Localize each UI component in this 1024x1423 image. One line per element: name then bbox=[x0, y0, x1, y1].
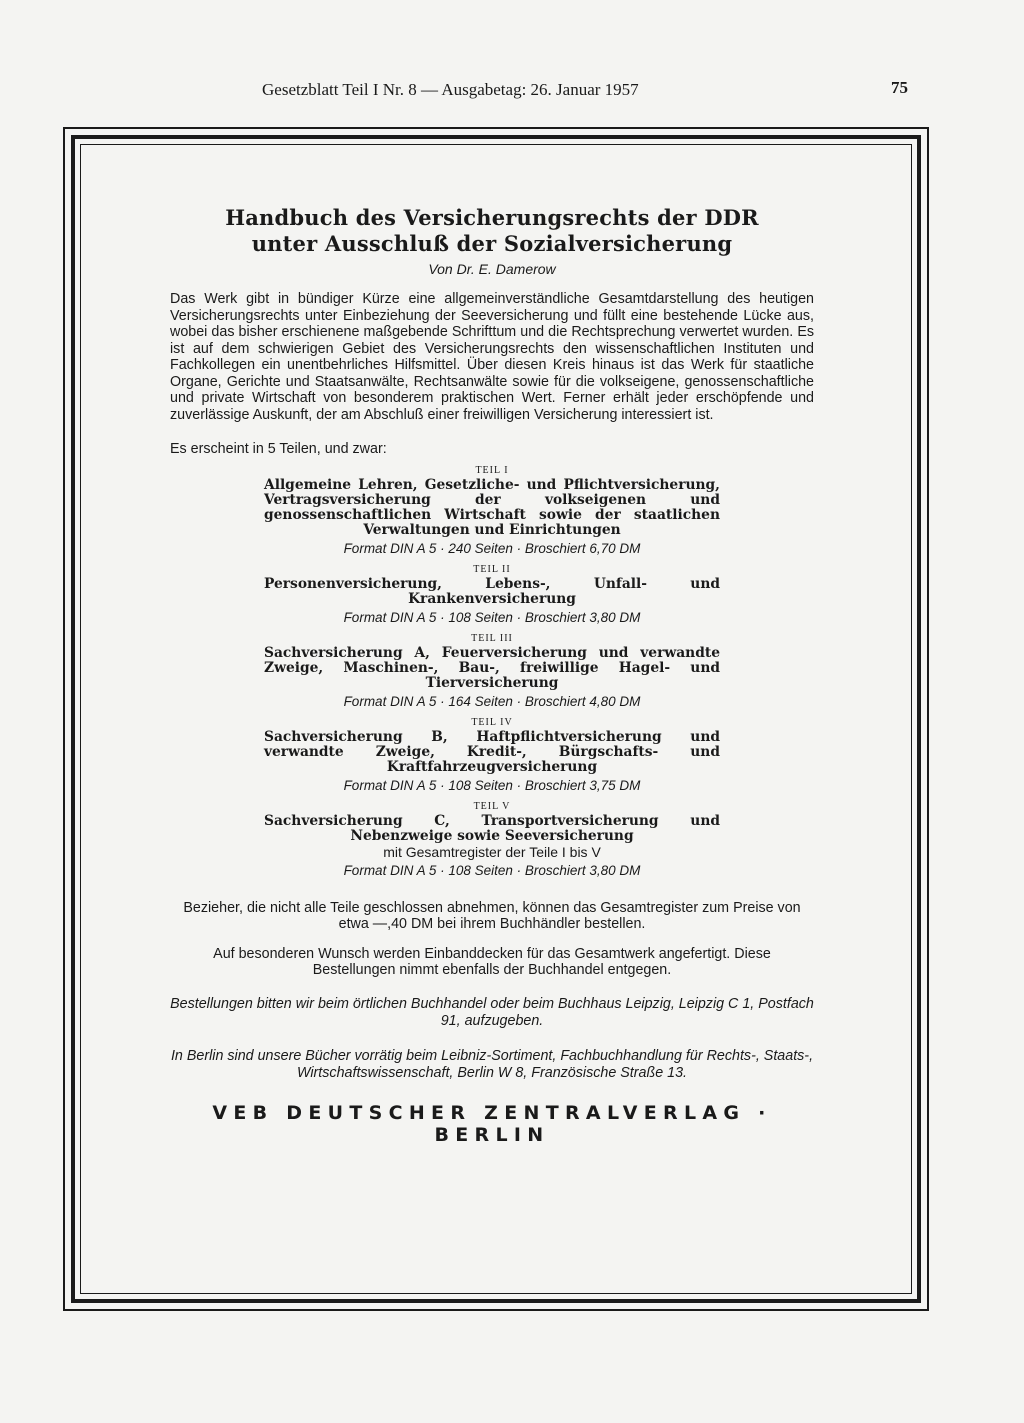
parts-intro: Es erscheint in 5 Teilen, und zwar: bbox=[170, 441, 387, 457]
page-number: 75 bbox=[891, 78, 908, 97]
part-format: Format DIN A 5 · 164 Seiten · Broschiert 4,80 DM bbox=[343, 694, 641, 709]
part-title: Sachversicherung A, Feuerversicherung und verwandte Zweige, Maschinen-, Bau-, freiwillige Hagel- und Tierversicherung bbox=[264, 645, 720, 691]
book-title-line-2: unter Ausschluß der Sozialversicherung bbox=[251, 231, 733, 256]
part-extra: mit Gesamtregister der Teile I bis V bbox=[383, 844, 601, 860]
part-4 bbox=[264, 717, 720, 793]
publisher-name: VEB DEUTSCHER ZENTRALVERLAG · BERLIN bbox=[212, 1102, 772, 1146]
part-format: Format DIN A 5 · 108 Seiten · Broschiert 3,80 DM bbox=[343, 610, 641, 625]
part-1 bbox=[264, 465, 720, 556]
book-title-line-1: Handbuch des Versicherungsrechts der DDR bbox=[225, 205, 759, 230]
book-title bbox=[170, 205, 814, 257]
note-orders: Bestellungen bitten wir beim örtlichen Buchhandel oder beim Buchhaus Leipzig, Leipzig C 1, Postfach 91, aufzugeben. bbox=[170, 996, 814, 1029]
part-3 bbox=[264, 633, 720, 709]
book-author: Von Dr. E. Damerow bbox=[428, 261, 556, 277]
book-description: Das Werk gibt in bündiger Kürze eine allgemeinverständliche Gesamtdarstellung des heutigen Versicherungsrechts unter Einbeziehung der Seeversicherung und füllt eine bestehende Lücke aus, wobei das bisher erschienene maßgebende Schrifttum und die Rechtsprechung verwertet wurden. Es ist auf dem schwierigen Gebiet des Versicherungsrechts den wissenschaftlichen Instituten und Fachkollegen ein unentbehrliches Hilfsmittel. Über diesen Kreis hinaus ist das Werk für staatliche Organe, Gerichte und Staatsanwälte, Rechtsanwälte sowie für die volkseigene, genossenschaftliche und private Wirtschaft von besonderem praktischen Wert. Ferner erhält jeder erschöpfende und zuverlässige Auskunft, der am Abschluß einer freiwilligen Versicherung interessiert ist. bbox=[170, 291, 814, 423]
part-title: Personenversicherung, Lebens-, Unfall- und Krankenversicherung bbox=[264, 576, 720, 607]
note-register: Bezieher, die nicht alle Teile geschlossen abnehmen, können das Gesamtregister zum Preise von etwa —,40 DM bei ihrem Buchhändler bestellen. bbox=[183, 900, 801, 932]
part-format: Format DIN A 5 · 108 Seiten · Broschiert 3,80 DM bbox=[343, 863, 641, 878]
part-format: Format DIN A 5 · 240 Seiten · Broschiert 6,70 DM bbox=[343, 541, 641, 556]
note-berlin: In Berlin sind unsere Bücher vorrätig beim Leibniz-Sortiment, Fachbuchhandlung für Rechts-, Staats-, Wirtschaftswissenschaft, Berlin W 8, Französische Straße 13. bbox=[170, 1048, 814, 1081]
part-2 bbox=[264, 564, 720, 625]
gazette-title: Gesetzblatt Teil I Nr. 8 — Ausgabetag: 26. Januar 1957 bbox=[262, 80, 639, 99]
part-title: Allgemeine Lehren, Gesetzliche- und Pflichtversicherung, Vertragsversicherung der volkseigenen und genossenschaftlichen Wirtschaft sowie der staatlichen Verwaltungen und Einrichtungen bbox=[264, 477, 720, 538]
part-label: TEIL III bbox=[471, 633, 513, 644]
part-label: TEIL V bbox=[473, 801, 511, 812]
part-label: TEIL I bbox=[475, 465, 509, 476]
page-header bbox=[262, 78, 910, 102]
part-label: TEIL IV bbox=[471, 717, 513, 728]
part-label: TEIL II bbox=[473, 564, 511, 575]
part-title: Sachversicherung C, Transportversicherung und Nebenzweige sowie Seeversicherung bbox=[264, 813, 720, 844]
note-binding: Auf besonderen Wunsch werden Einbanddecken für das Gesamtwerk angefertigt. Diese Bestellungen nimmt ebenfalls der Buchhandel entgegen. bbox=[213, 946, 771, 978]
part-title: Sachversicherung B, Haftpflichtversicherung und verwandte Zweige, Kredit-, Bürgschafts- und Kraftfahrzeugversicherung bbox=[264, 729, 720, 775]
part-5 bbox=[264, 801, 720, 878]
part-format: Format DIN A 5 · 108 Seiten · Broschiert 3,75 DM bbox=[343, 778, 641, 793]
advertisement-content bbox=[170, 205, 814, 1146]
